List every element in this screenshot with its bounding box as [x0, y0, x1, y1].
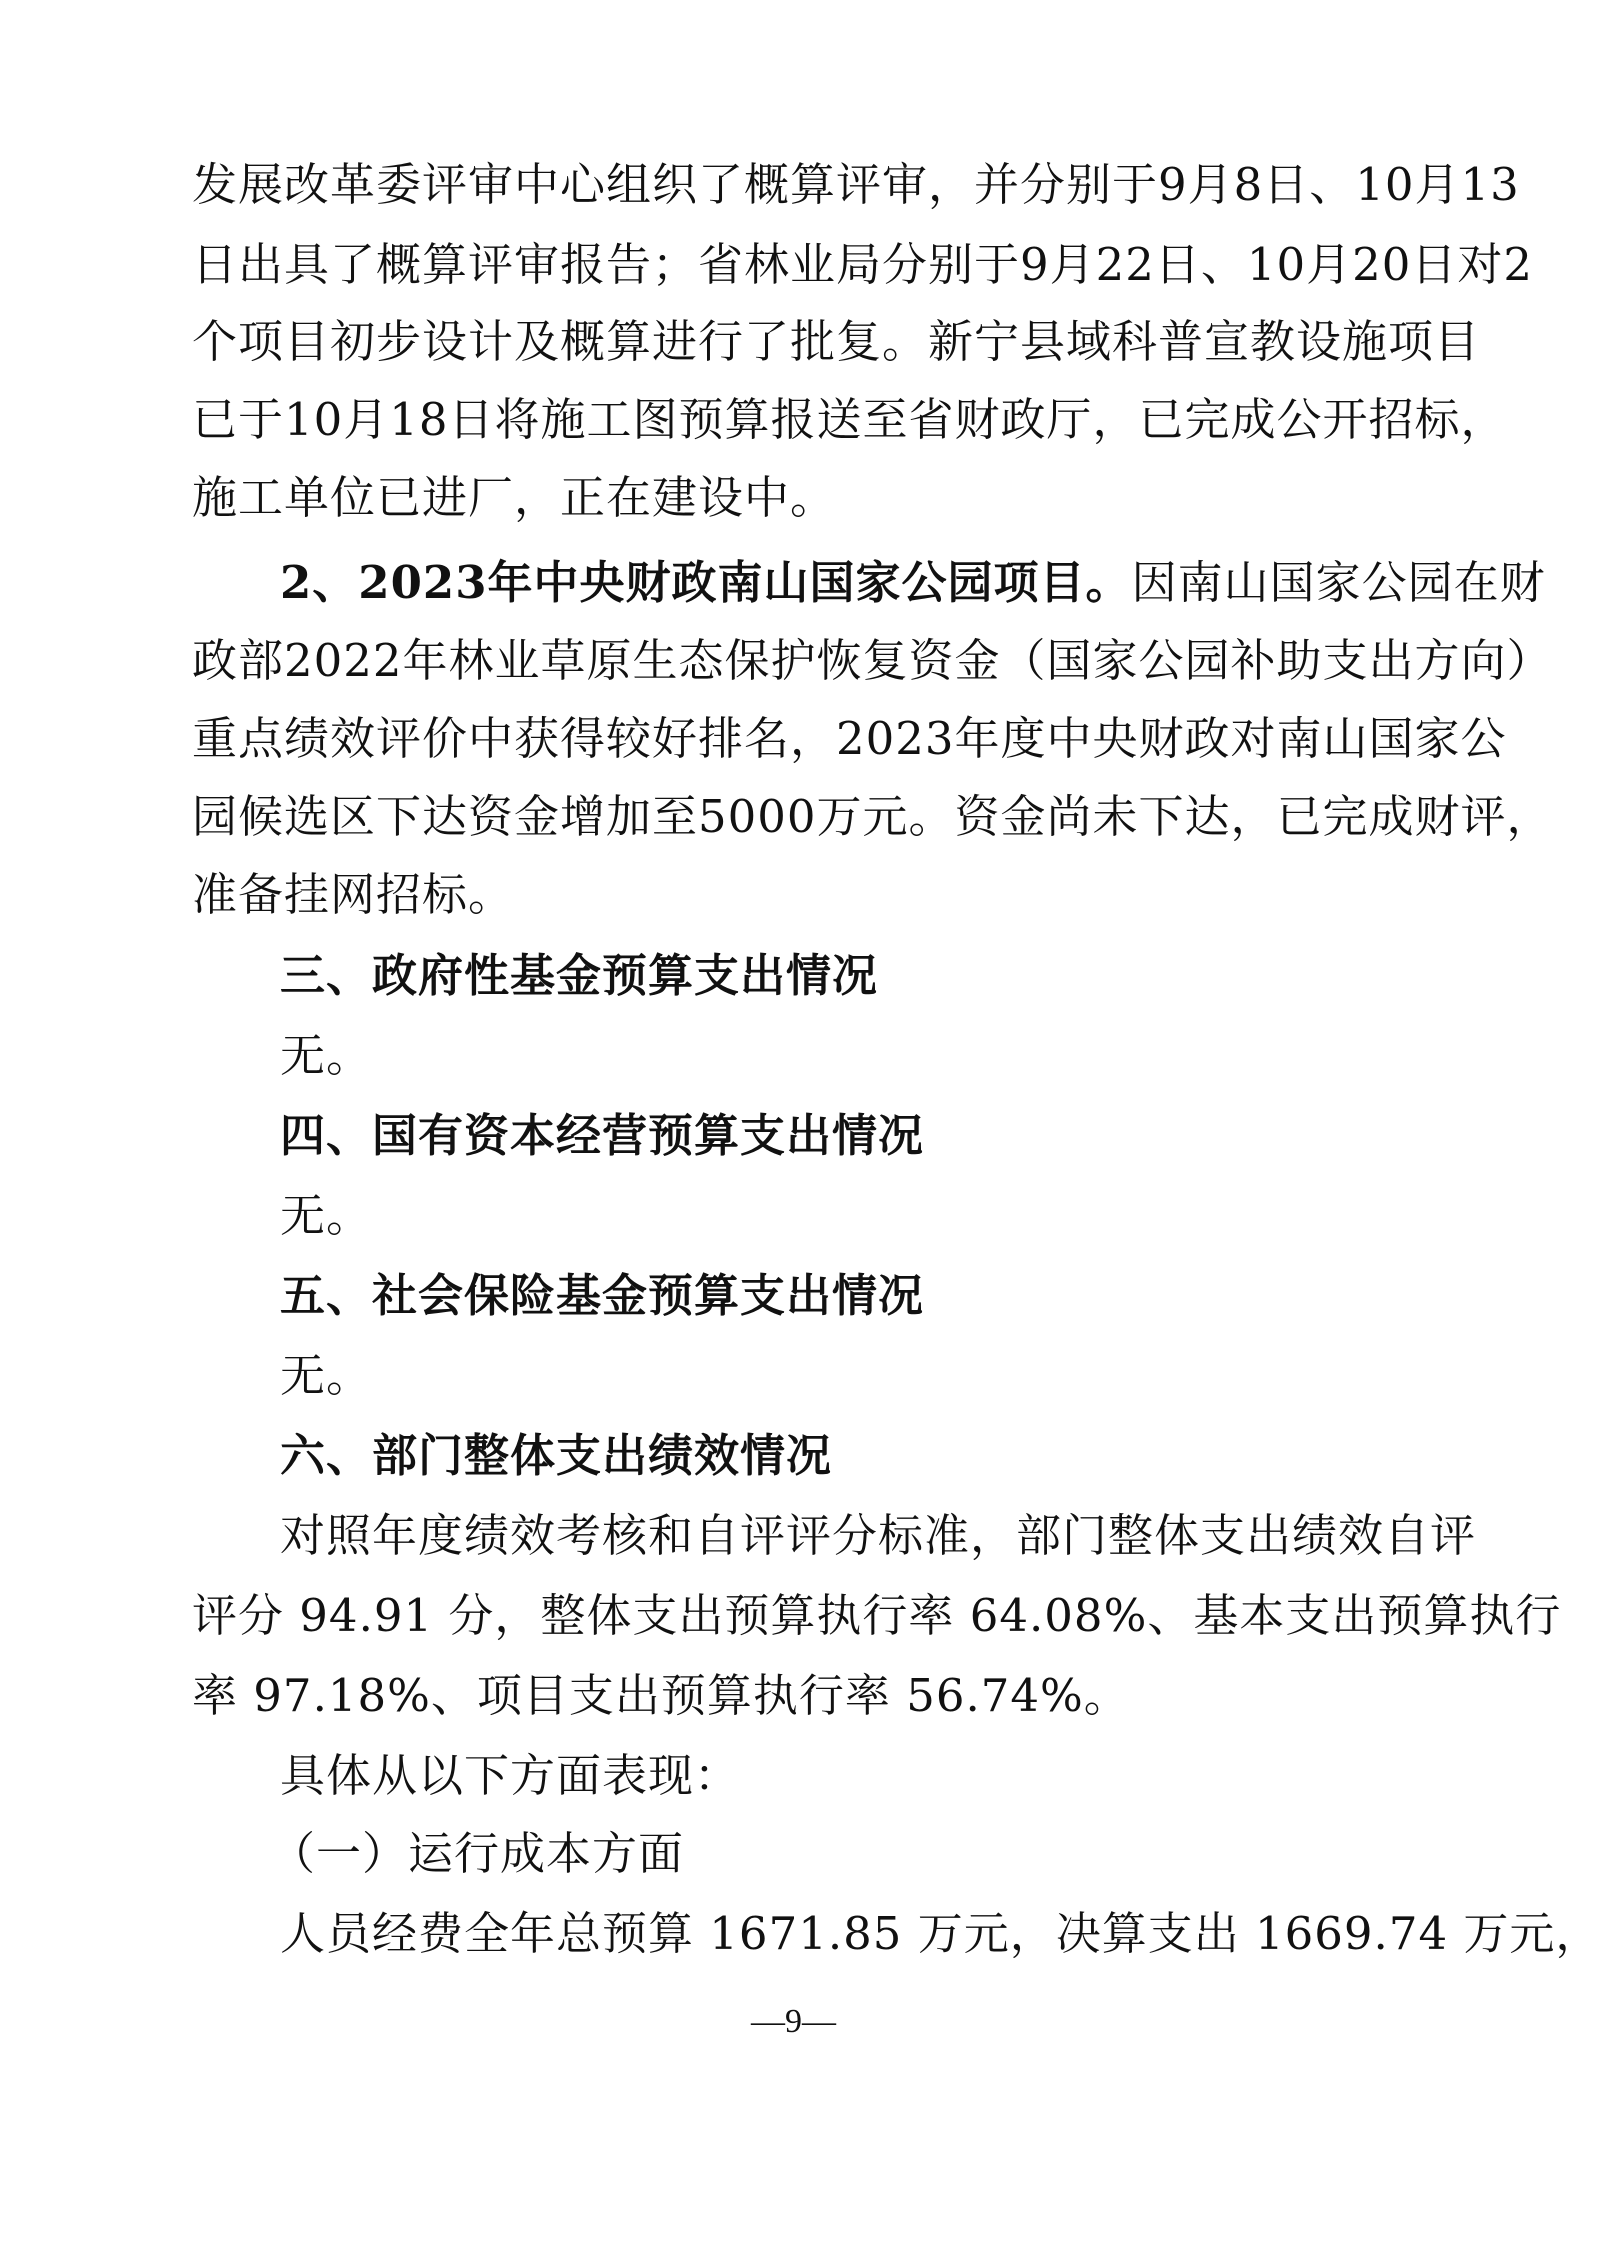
paragraph-1-line-1: 发展改革委评审中心组织了概算评审，并分别于9月8日、10月13 [192, 158, 1520, 211]
section-3-heading: 三、政府性基金预算支出情况 [280, 949, 879, 1002]
section-6-line-2: 评分 94.91 分，整体支出预算执行率 64.08%、基本支出预算执行 [192, 1589, 1562, 1642]
paragraph-2-line-4: 园候选区下达资金增加至5000万元。资金尚未下达，已完成财评， [192, 790, 1553, 843]
paragraph-2-line-1 [280, 543, 1546, 623]
paragraph-2-line-3: 重点绩效评价中获得较好排名，2023年度中央财政对南山国家公 [192, 712, 1507, 765]
section-6-aspects-intro: 具体从以下方面表现： [280, 1749, 741, 1802]
paragraph-2-line-5: 准备挂网招标。 [192, 868, 515, 921]
paragraph-1-line-3: 个项目初步设计及概算进行了批复。新宁县域科普宣教设施项目 [192, 315, 1481, 368]
paragraph-1-line-5: 施工单位已进厂，正在建设中。 [192, 471, 837, 524]
section-5-body: 无。 [280, 1349, 373, 1402]
section-3-body: 无。 [280, 1029, 373, 1082]
section-6-heading: 六、部门整体支出绩效情况 [280, 1429, 833, 1482]
paragraph-2-lead: 2、2023年中央财政南山国家公园项目。 [280, 556, 1132, 609]
paragraph-2-line-2: 政部2022年林业草原生态保护恢复资金（国家公园补助支出方向） [192, 634, 1553, 687]
section-6-line-1: 对照年度绩效考核和自评评分标准，部门整体支出绩效自评 [280, 1509, 1477, 1562]
page-number: —9— [751, 2003, 836, 2040]
section-4-body: 无。 [280, 1189, 373, 1242]
section-6-last-line: 人员经费全年总预算 1671.85 万元，决算支出 1669.74 万元， [280, 1907, 1601, 1960]
paragraph-1-line-4: 已于10月18日将施工图预算报送至省财政厅，已完成公开招标， [192, 393, 1507, 446]
paragraph-2-line-1-rest: 因南山国家公园在财 [1131, 556, 1546, 609]
section-5-heading: 五、社会保险基金预算支出情况 [280, 1269, 925, 1322]
section-4-heading: 四、国有资本经营预算支出情况 [280, 1109, 925, 1162]
section-6-subheading: （一）运行成本方面 [270, 1827, 685, 1880]
section-6-line-3: 率 97.18%、项目支出预算执行率 56.74%。 [192, 1669, 1130, 1722]
paragraph-1-line-2: 日出具了概算评审报告；省林业局分别于9月22日、10月20日对2 [192, 238, 1534, 291]
